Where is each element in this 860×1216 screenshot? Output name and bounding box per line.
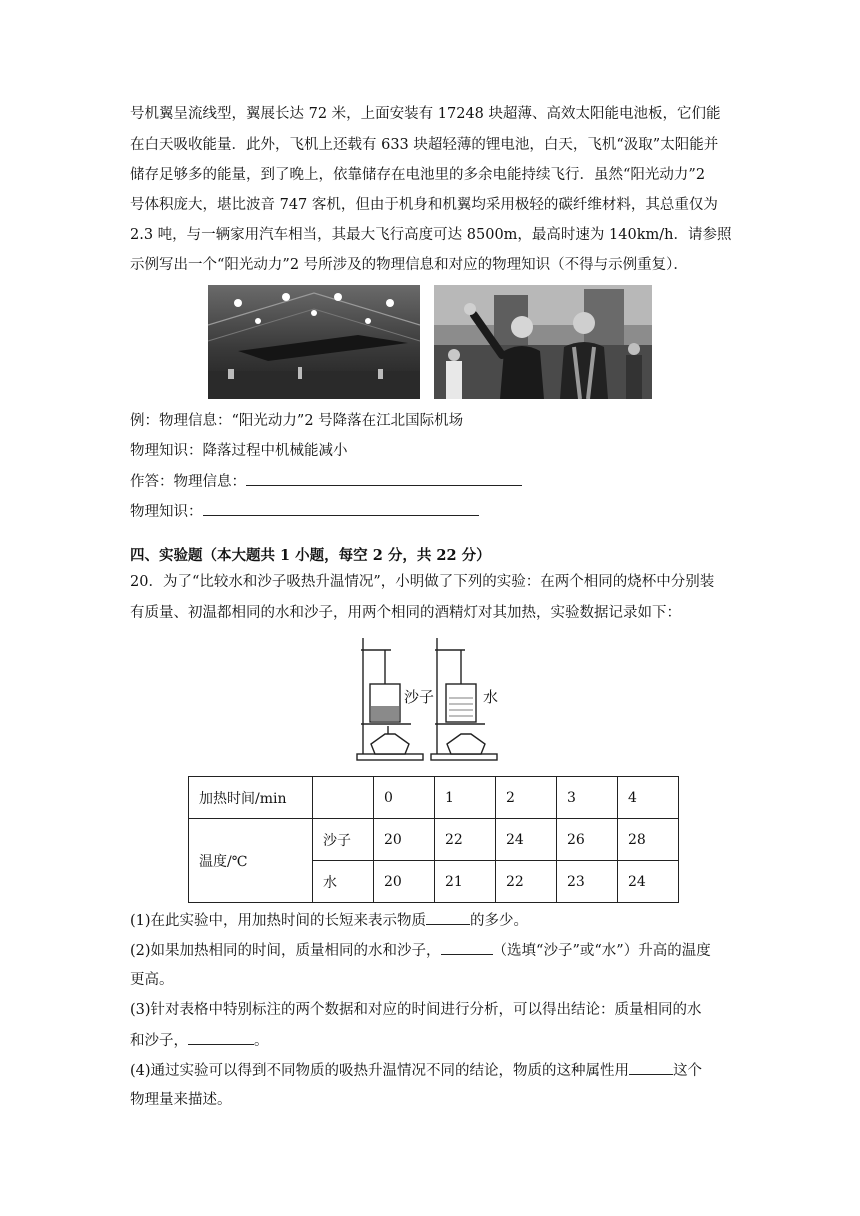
value-cell: 21	[435, 861, 496, 903]
intro-line-3: 储存足够多的能量，到了晚上，依靠储存在电池里的多余电能持续飞行．虽然“阳光动力”2	[130, 167, 706, 183]
example-info: 例：物理信息：“阳光动力”2 号降落在江北国际机场	[130, 413, 464, 429]
q1-text-end: 的多少。	[470, 913, 529, 929]
q1-blank[interactable]	[426, 910, 470, 925]
value-cell: 22	[435, 819, 496, 861]
row-name: 水	[313, 861, 374, 903]
value-cell: 20	[374, 861, 435, 903]
intro-line-1: 号机翼呈流线型，翼展长达 72 米，上面安装有 17248 块超薄、高效太阳能电池板，它们能	[130, 106, 721, 122]
q4-blank[interactable]	[629, 1060, 673, 1075]
water-label: 水	[483, 688, 499, 706]
intro-line-2: 在白天吸收能量．此外，飞机上还载有 633 块超轻薄的锂电池，白天，飞机“汲取”太阳能并	[130, 137, 719, 153]
q3-blank[interactable]	[188, 1030, 254, 1045]
row-name: 沙子	[313, 819, 374, 861]
pilots-photo	[434, 285, 652, 399]
intro-line-5: 2.3 吨，与一辆家用汽车相当，其最大飞行高度可达 8500m，最高时速为 140km/h．请参照	[130, 227, 732, 243]
intro-line-6: 示例写出一个“阳光动力”2 号所涉及的物理信息和对应的物理知识（不得与示例重复）．	[130, 257, 688, 273]
header-label: 加热时间/min	[189, 777, 313, 819]
answer-info-row	[130, 471, 522, 492]
answer-info-label: 作答：物理信息：	[130, 474, 246, 490]
q2-text-end: （选填“沙子”或“水”）升高的温度	[492, 943, 711, 959]
time-cell: 0	[374, 777, 435, 819]
answer-knowledge-blank[interactable]	[203, 501, 479, 516]
time-cell: 1	[435, 777, 496, 819]
table-row	[189, 819, 679, 861]
q20-line-1: 20．为了“比较水和沙子吸热升温情况”，小明做了下列的实验：在两个相同的烧杯中分别装	[130, 574, 715, 590]
time-cell: 2	[496, 777, 557, 819]
table-row	[189, 777, 679, 819]
apparatus-figure	[355, 634, 505, 762]
q2-blank[interactable]	[441, 940, 493, 955]
q4-text: (4)通过实验可以得到不同物质的吸热升温情况不同的结论，物质的这种属性用	[130, 1063, 630, 1079]
value-cell: 20	[374, 819, 435, 861]
value-cell: 24	[618, 861, 679, 903]
q4-line-2: 物理量来描述。	[130, 1092, 232, 1108]
value-cell: 28	[618, 819, 679, 861]
q1-text: (1)在此实验中，用加热时间的长短来表示物质	[130, 913, 427, 929]
value-cell: 24	[496, 819, 557, 861]
answer-info-blank[interactable]	[246, 471, 522, 486]
time-cell: 3	[557, 777, 618, 819]
data-table	[188, 776, 679, 903]
q20-line-2: 有质量、初温都相同的水和沙子，用两个相同的酒精灯对其加热，实验数据记录如下：	[130, 605, 681, 621]
temp-label: 温度/℃	[189, 819, 313, 903]
answer-knowledge-row	[130, 501, 479, 522]
answer-knowledge-label: 物理知识：	[130, 504, 203, 520]
value-cell: 23	[557, 861, 618, 903]
header-empty	[313, 777, 374, 819]
q3-row	[130, 1030, 269, 1051]
q3-text: 和沙子，	[130, 1033, 188, 1049]
hangar-photo	[208, 285, 420, 399]
time-cell: 4	[618, 777, 679, 819]
q3-text-end: 。	[254, 1033, 269, 1049]
q2-row	[130, 940, 711, 961]
value-cell: 22	[496, 861, 557, 903]
section-title: 四、实验题（本大题共 1 小题，每空 2 分，共 22 分）	[130, 547, 491, 564]
example-knowledge: 物理知识：降落过程中机械能减小	[130, 443, 348, 459]
q4-row	[130, 1060, 702, 1081]
sand-label: 沙子	[404, 688, 435, 706]
value-cell: 26	[557, 819, 618, 861]
q2-text: (2)如果加热相同的时间，质量相同的水和沙子，	[130, 943, 441, 959]
q2-line-2: 更高。	[130, 972, 174, 988]
intro-line-4: 号体积庞大，堪比波音 747 客机，但由于机身和机翼均采用极轻的碳纤维材料，其总重仅为	[130, 197, 718, 213]
q4-text-end: 这个	[673, 1063, 703, 1079]
q3-line-1: (3)针对表格中特别标注的两个数据和对应的时间进行分析，可以得出结论：质量相同的水	[130, 1002, 702, 1018]
q1-row	[130, 910, 528, 931]
